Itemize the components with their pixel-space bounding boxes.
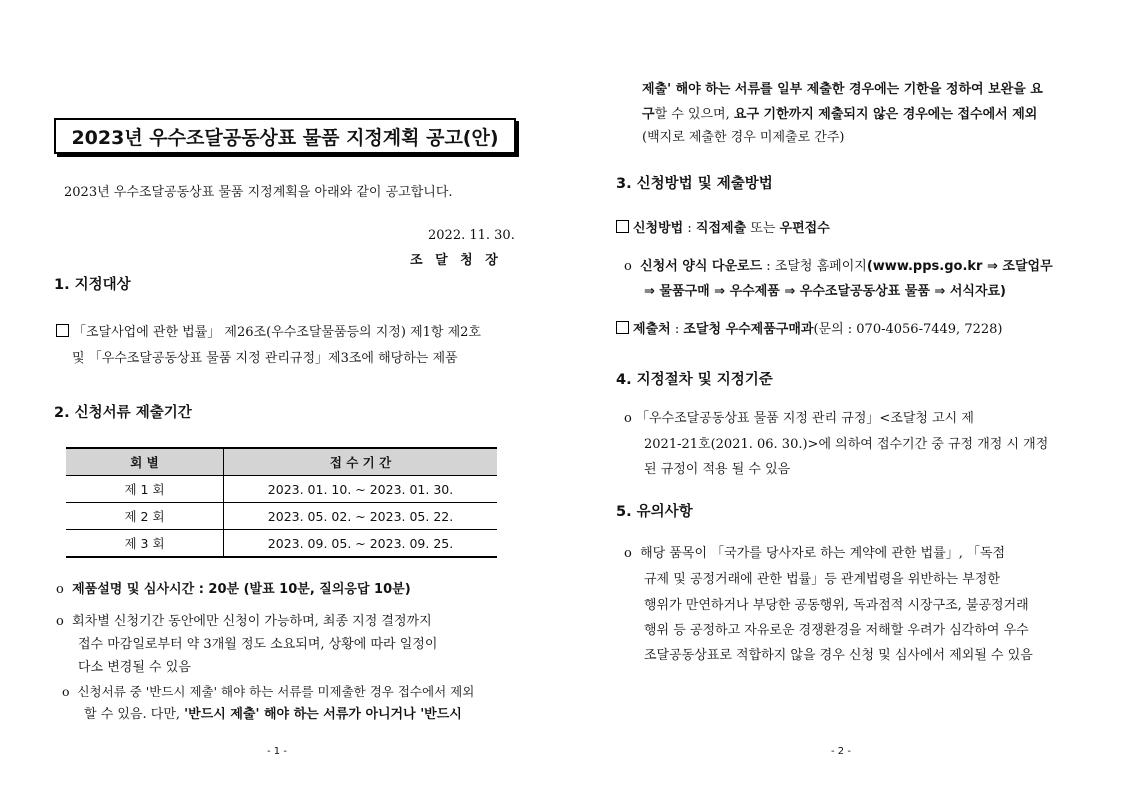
- bullet-3: [62, 682, 474, 700]
- schedule-table: [66, 447, 497, 558]
- column-header-round: 회 별: [66, 448, 224, 476]
- section-1-line-2: 및 「우수조달공동상표 물품 지정 관리규정」제3조에 해당하는 제품: [72, 351, 458, 366]
- announcement-date: 2022. 11. 30.: [428, 228, 515, 243]
- method-or: 또는: [746, 221, 780, 236]
- method-separator: :: [683, 221, 696, 236]
- section-5-line-1: [624, 542, 1005, 561]
- section-1-heading: 1. 지정대상: [54, 277, 131, 293]
- checkbox-icon: [616, 321, 629, 334]
- bullet-3-line-2b: '반드시 제출' 해야 하는 서류가 아니거나 '반드시: [184, 707, 462, 722]
- period-cell: 2023. 09. 05. ~ 2023. 09. 25.: [224, 530, 498, 558]
- download-separator: : 조달청 홈페이지: [762, 259, 867, 274]
- round-cell: 제 3 회: [66, 530, 224, 558]
- continued-line-2a: 구: [642, 107, 655, 122]
- bullet-1: [56, 578, 411, 597]
- download-line: [624, 255, 1053, 274]
- table-row: [66, 530, 497, 558]
- section-5-text-1: 해당 품목이 「국가를 당사자로 하는 계약에 관한 법률」, 「독점: [640, 546, 1006, 561]
- bullet-mark: o: [56, 582, 64, 597]
- page-number-1: - 1 -: [267, 746, 287, 757]
- section-4-text-1: 「우수조달공동상표 물품 지정 관리 규정」<조달청 고시 제: [635, 411, 974, 426]
- document-title: 2023년 우수조달공동상표 물품 지정계획 공고(안): [54, 118, 516, 154]
- bullet-mark: o: [624, 546, 632, 561]
- period-cell: 2023. 01. 10. ~ 2023. 01. 30.: [224, 476, 498, 503]
- section-1-text: [56, 321, 481, 340]
- section-5-heading: 5. 유의사항: [616, 504, 693, 520]
- checkbox-icon: [616, 220, 629, 233]
- section-5-line-5: 조달공동상표로 적합하지 않을 경우 신청 및 심사에서 제외될 수 있음: [644, 648, 1033, 663]
- page-number-2: - 2 -: [831, 746, 851, 757]
- bullet-2-line-1: 회차별 신청기간 동안에만 신청이 가능하며, 최종 지정 결정까지: [72, 614, 432, 629]
- section-4-heading: 4. 지정절차 및 지정기준: [616, 372, 773, 388]
- section-4-line-2: 2021-21호(2021. 06. 30.)>에 의하여 접수기간 중 규정 개정 시 개정: [644, 437, 1049, 452]
- method-label: 신청방법: [633, 221, 684, 236]
- submit-line: [616, 318, 1002, 337]
- intro-text: 2023년 우수조달공동상표 물품 지정계획을 아래와 같이 공고합니다.: [64, 185, 453, 200]
- table-row: [66, 503, 497, 530]
- bullet-1-text: 제품설명 및 심사시간 : 20분 (발표 10분, 질의응답 10분): [72, 582, 411, 597]
- submit-separator: :: [670, 322, 684, 337]
- checkbox-icon: [56, 324, 69, 337]
- bullet-3-line-2: [84, 703, 462, 722]
- continued-line-3: (백지로 제출한 경우 미제출로 간주): [642, 130, 845, 145]
- continued-line-2: [642, 103, 1037, 122]
- bullet-2-line-3: 다소 변경될 수 있음: [78, 660, 191, 675]
- bullet-2: [56, 610, 432, 629]
- section-5-line-2: 규제 및 공정거래에 관한 법률」등 관계법령을 위반하는 부정한: [644, 572, 1000, 587]
- round-cell: 제 1 회: [66, 476, 224, 503]
- column-header-period: 접 수 기 간: [224, 448, 498, 476]
- submit-place: 조달청 우수제품구매과: [683, 322, 814, 337]
- bullet-3-line-2a: 할 수 있음. 다만,: [84, 707, 185, 722]
- method-mail: 우편접수: [779, 221, 830, 236]
- section-5-line-4: 행위 등 공정하고 자유로운 경쟁환경을 저해할 우려가 심각하여 우수: [644, 623, 1029, 638]
- period-cell: 2023. 05. 02. ~ 2023. 05. 22.: [224, 503, 498, 530]
- table-row: [66, 476, 497, 503]
- section-1-line-1: 「조달사업에 관한 법률」 제26조(우수조달물품등의 지정) 제1항 제2호: [73, 325, 481, 340]
- continued-line-2b: 할 수 있으며,: [654, 107, 734, 122]
- signer: 조 달 청 장: [410, 253, 502, 268]
- bullet-2-line-2: 접수 마감일로부터 약 3개월 정도 소요되며, 상황에 따라 일정이: [78, 637, 438, 652]
- section-2-heading: 2. 신청서류 제출기간: [54, 405, 192, 421]
- bullet-mark: o: [56, 614, 64, 629]
- submit-label: 제출처: [633, 322, 671, 337]
- continued-line-1: 제출' 해야 하는 서류를 일부 제출한 경우에는 기한을 정하여 보완을 요: [642, 82, 1043, 97]
- method-direct: 직접제출: [695, 221, 747, 236]
- section-3-heading: 3. 신청방법 및 제출방법: [616, 176, 773, 192]
- continued-line-2c: 요구 기한까지 제출되지 않은 경우에는 접수에서 제외: [733, 107, 1038, 122]
- download-path-2: ⇒ 물품구매 ⇒ 우수제품 ⇒ 우수조달공동상표 물품 ⇒ 서식자료): [644, 284, 1006, 299]
- bullet-mark: o: [62, 684, 70, 699]
- download-path-1: (www.pps.go.kr ⇒ 조달업무: [866, 259, 1053, 274]
- bullet-mark: o: [624, 259, 632, 274]
- section-4-line-1: [624, 407, 974, 426]
- download-label: 신청서 양식 다운로드: [640, 259, 763, 274]
- submit-contact: (문의 : 070-4056-7449, 7228): [813, 322, 1003, 337]
- section-4-line-3: 된 규정이 적용 될 수 있음: [644, 462, 791, 477]
- table-header-row: [66, 448, 497, 476]
- bullet-3-line-1: 신청서류 중 '반드시 제출' 해야 하는 서류를 미제출한 경우 접수에서 제외: [77, 684, 475, 699]
- section-5-line-3: 행위가 만연하거나 부당한 공동행위, 독과점적 시장구조, 불공정거래: [644, 598, 1029, 613]
- method-line: [616, 217, 830, 236]
- round-cell: 제 2 회: [66, 503, 224, 530]
- bullet-mark: o: [624, 411, 632, 426]
